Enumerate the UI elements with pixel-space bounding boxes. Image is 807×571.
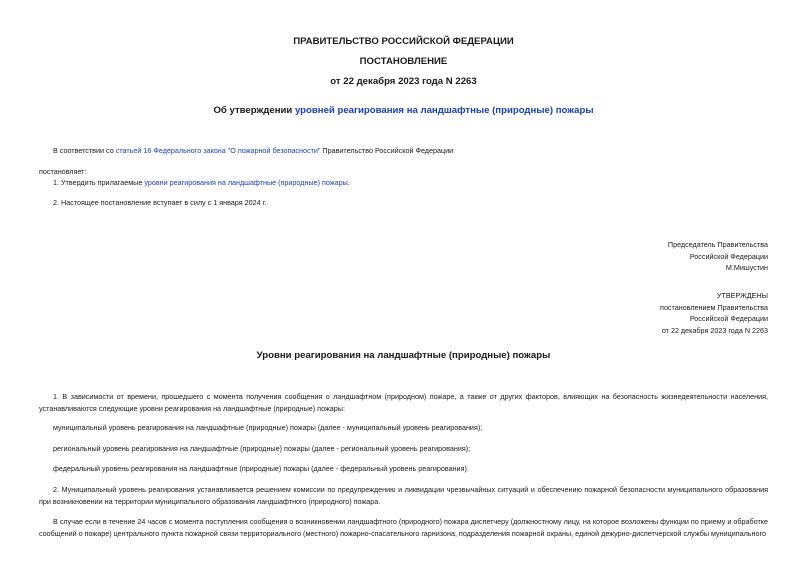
preamble xyxy=(53,145,453,157)
signature-line-2: Российской Федерации xyxy=(689,251,768,261)
level-regional: региональный уровень реагирования на ландшафтные (природные) пожары (далее - региональный уровень реагирования); xyxy=(53,444,471,453)
annex-paragraph-1: 1. В зависимости от времени, прошедшего с момента получения сообщения о ландшафтном (природном) пожаре, а также от других факторов, влияющих на безопасность жизнедеятельности населения, устанавливаются следующие уровни реагирования на ландшафтные (природные) пожары: xyxy=(39,392,768,413)
approved-line-3: Российской Федерации xyxy=(689,314,768,324)
item-1 xyxy=(53,177,350,189)
signature-line-1: Председатель Правительства xyxy=(667,240,768,249)
item-2: 2. Настоящее постановление вступает в силу с 1 января 2024 г. xyxy=(53,198,267,207)
signature-block xyxy=(668,239,768,274)
annex-title: Уровни реагирования на ландшафтные (природные) пожары xyxy=(256,350,551,361)
doc-type-heading: ПОСТАНОВЛЕНИЕ xyxy=(359,56,448,67)
approved-line-1: УТВЕРЖДЕНЫ xyxy=(716,291,768,300)
approved-line-4: от 22 декабря 2023 года N 2263 xyxy=(661,325,768,335)
decides-text: постановляет: xyxy=(39,167,87,176)
level-federal: федеральный уровень реагирования на ландшафтные (природные) пожары (далее - федеральный уровень реагирования). xyxy=(53,464,469,473)
item-1-before: 1. Утвердить прилагаемые xyxy=(53,178,145,187)
preamble-after: Правительство Российской Федерации xyxy=(320,146,454,155)
approved-block xyxy=(660,290,768,336)
document-title xyxy=(0,105,807,116)
level-municipal: муниципальный уровень реагирования на ландшафтные (природные) пожары (далее - муниципальный уровень реагирования); xyxy=(53,423,483,432)
preamble-before: В соответствии со xyxy=(53,146,116,155)
item-1-after: . xyxy=(347,178,350,187)
law-article-link[interactable]: статьей 16 Федерального закона "О пожарной безопасности" xyxy=(115,146,321,155)
approved-line-2: постановлением Правительства xyxy=(660,302,768,312)
annex-paragraph-3: В случае если в течение 24 часов с момента поступления сообщения о возникновении ландшафтного (природного) пожара диспетчеру (должностному лицу, на которое возложены функции по приему и обработке сообщений о пожаре) центрального пункта пожарной связи территориального (местного) пожарно-спасательного гарнизона, подразделения пожарной охраны, единой дежурно-диспетчерской службы муниципального xyxy=(39,517,768,538)
date-number-heading: от 22 декабря 2023 года N 2263 xyxy=(330,76,477,87)
annex-paragraph-2: 2. Муниципальный уровень реагирования устанавливается решением комиссии по предупреждению и ликвидации чрезвычайных ситуаций и обеспечению пожарной безопасности муниципального образования при возникновении на территории муниципального образования ландшафтного (природного) пожара. xyxy=(39,485,768,506)
title-prefix: Об утверждении xyxy=(213,105,295,116)
signature-line-3: М.Мишустин xyxy=(725,263,768,273)
title-link[interactable]: уровней реагирования на ландшафтные (природные) пожары xyxy=(294,105,594,116)
response-levels-link[interactable]: уровни реагирования на ландшафтные (природные) пожары xyxy=(144,178,348,187)
government-heading: ПРАВИТЕЛЬСТВО РОССИЙСКОЙ ФЕДЕРАЦИИ xyxy=(293,36,514,47)
